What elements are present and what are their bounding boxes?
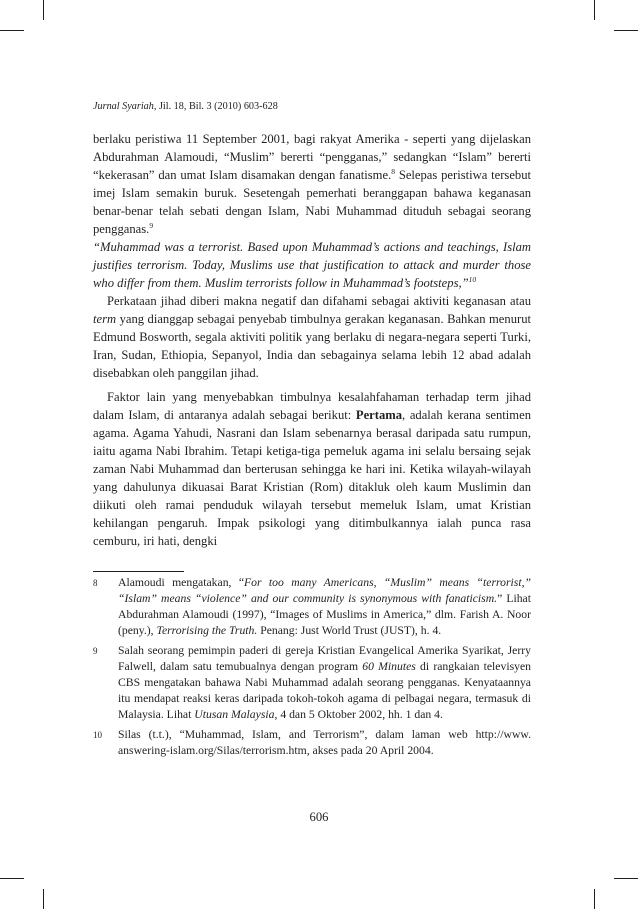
italic-term: term: [93, 312, 117, 326]
quote-text: “Muhammad was a terrorist. Based upon Muhammad’s actions and teachings, Islam justifies terrorism. Today, Muslims use that justification to attack and murder those who differ from them. Muslim terrorists follow in Muhammad’s footsteps,”: [93, 240, 531, 290]
page-number: 606: [309, 810, 329, 824]
paragraph-text: berlaku peristiwa 11 September 2001, bagi rakyat Amerika - seperti yang dijelaskan Abdurahman Alamoudi, “Muslim” bererti “pengganas,” sedangkan “Islam” bererti “kekerasan” dan umat Islam disamakan dengan fanatisme.: [93, 132, 531, 182]
running-head: [93, 101, 553, 113]
crop-mark: [43, 889, 44, 909]
footnote-9: [93, 643, 531, 723]
footnote-ref[interactable]: 8: [391, 167, 395, 176]
crop-mark: [614, 878, 638, 879]
paragraph-1: [93, 130, 531, 238]
crop-mark: [43, 0, 44, 20]
crop-mark: [614, 30, 638, 31]
paragraph-text: Perkataan jihad diberi makna negatif dan difahami sebagai aktiviti keganasan atau: [107, 294, 531, 308]
program-title: 60 Minutes: [362, 660, 416, 673]
newspaper-title: Utusan Malaysia: [194, 708, 275, 721]
footnote-text: di rangkaian televisyen CBS mengatakan bahawa Nabi Muhammad adalah seorang pengganas. Kenyataannya itu mendapat reaksi keras daripada tokoh-tokoh agama di pelbagai negara, termasuk di Malaysia. Lihat: [118, 660, 531, 721]
footnote-8: [93, 575, 531, 639]
block-quote: [93, 238, 531, 292]
footnote-text: Salah seorang pemimpin paderi di gereja Kristian Evangelical Amerika Syarikat, Jerry Falwell, dalam satu temubualnya dengan program: [118, 644, 531, 673]
crop-mark: [594, 889, 595, 909]
footnote-10: [93, 727, 531, 759]
paragraph-2: [93, 292, 531, 382]
footnote-number: 10: [93, 730, 102, 740]
paragraph-text: Selepas peristiwa tersebut imej Islam semakin buruk. Sesetengah pemerhati beranggapan bahawa keganasan benar-benar telah sebati dengan Islam, Nabi Muhammad dituduh sebagai seorang pengganas.: [93, 168, 531, 236]
journal-title: Jurnal Syariah: [93, 101, 154, 112]
footnotes: [93, 575, 531, 763]
footnote-text[interactable]: Silas (t.t.), “Muhammad, Islam, and Terrorism”, dalam laman web http://www. answering-islam.org/Silas/terrorism.htm, akses pada 20 April 2004.: [118, 728, 531, 757]
footnote-ref[interactable]: 10: [468, 275, 477, 284]
footnote-text: Penang: Just World Trust (JUST), h. 4.: [257, 624, 442, 637]
paragraph-text: yang dianggap sebagai penyebab timbulnya gerakan keganasan. Bahkan menurut Edmund Bosworth, segala aktiviti politik yang berlaku di negara-negara seperti Turki, Iran, Sudan, Ethiopia, Sepanyol, India dan sebagainya selama lebih 12 abad adalah disebabkan oleh panggilan jihad.: [93, 312, 531, 380]
crop-mark: [0, 30, 24, 31]
footnote-number: 9: [93, 646, 98, 656]
footnote-quote: For too many Americans, “Muslim” means “terrorist,” “Islam” means “violence” and our community is synonymous with fanaticism.: [118, 576, 531, 605]
footnote-rule: [93, 571, 184, 572]
paragraph-text: , adalah kerana sentimen agama. Agama Yahudi, Nasrani dan Islam sebenarnya berasal daripada satu rumpun, iaitu agama Nabi Ibrahim. Tetapi ketiga-tiga pemeluk agama ini selalu bersaing sejak zaman Nabi Muhammad dan berterusan sehingga ke hari ini. Ketika wilayah-wilayah yang dahulunya dikuasai Barat Kristian (Rom) ditakluk oleh kaum Muslimin dan diikuti oleh ramai penduduk wilayah tersebut memeluk Islam, umat Kristian kehilangan pengaruh. Impak psikologi yang ditimbulkannya ialah punca rasa cemburu, iri hati, dengki: [93, 408, 531, 548]
footnote-text: , 4 dan 5 Oktober 2002, hh. 1 dan 4.: [274, 708, 443, 721]
crop-mark: [0, 878, 24, 879]
bold-term: Pertama: [355, 408, 403, 422]
crop-mark: [594, 0, 595, 20]
body-text: [93, 130, 531, 550]
footnote-number: 8: [93, 578, 98, 588]
paragraph-3: [93, 388, 531, 550]
book-title: Terrorising the Truth.: [156, 624, 258, 637]
footnote-ref[interactable]: 9: [149, 221, 154, 230]
journal-details: , Jil. 18, Bil. 3 (2010) 603-628: [153, 101, 278, 112]
footnote-text: ” Lihat Abdurahman Alamoudi (1997), “Images of Muslims in America,” dlm. Farish A. Noor (peny.),: [118, 592, 531, 637]
paragraph-text: Faktor lain yang menyebabkan timbulnya kesalahfahaman terhadap term jihad dalam Islam, di antaranya adalah sebagai berikut:: [93, 390, 531, 422]
footnote-text: Alamoudi mengatakan, “: [118, 576, 245, 589]
